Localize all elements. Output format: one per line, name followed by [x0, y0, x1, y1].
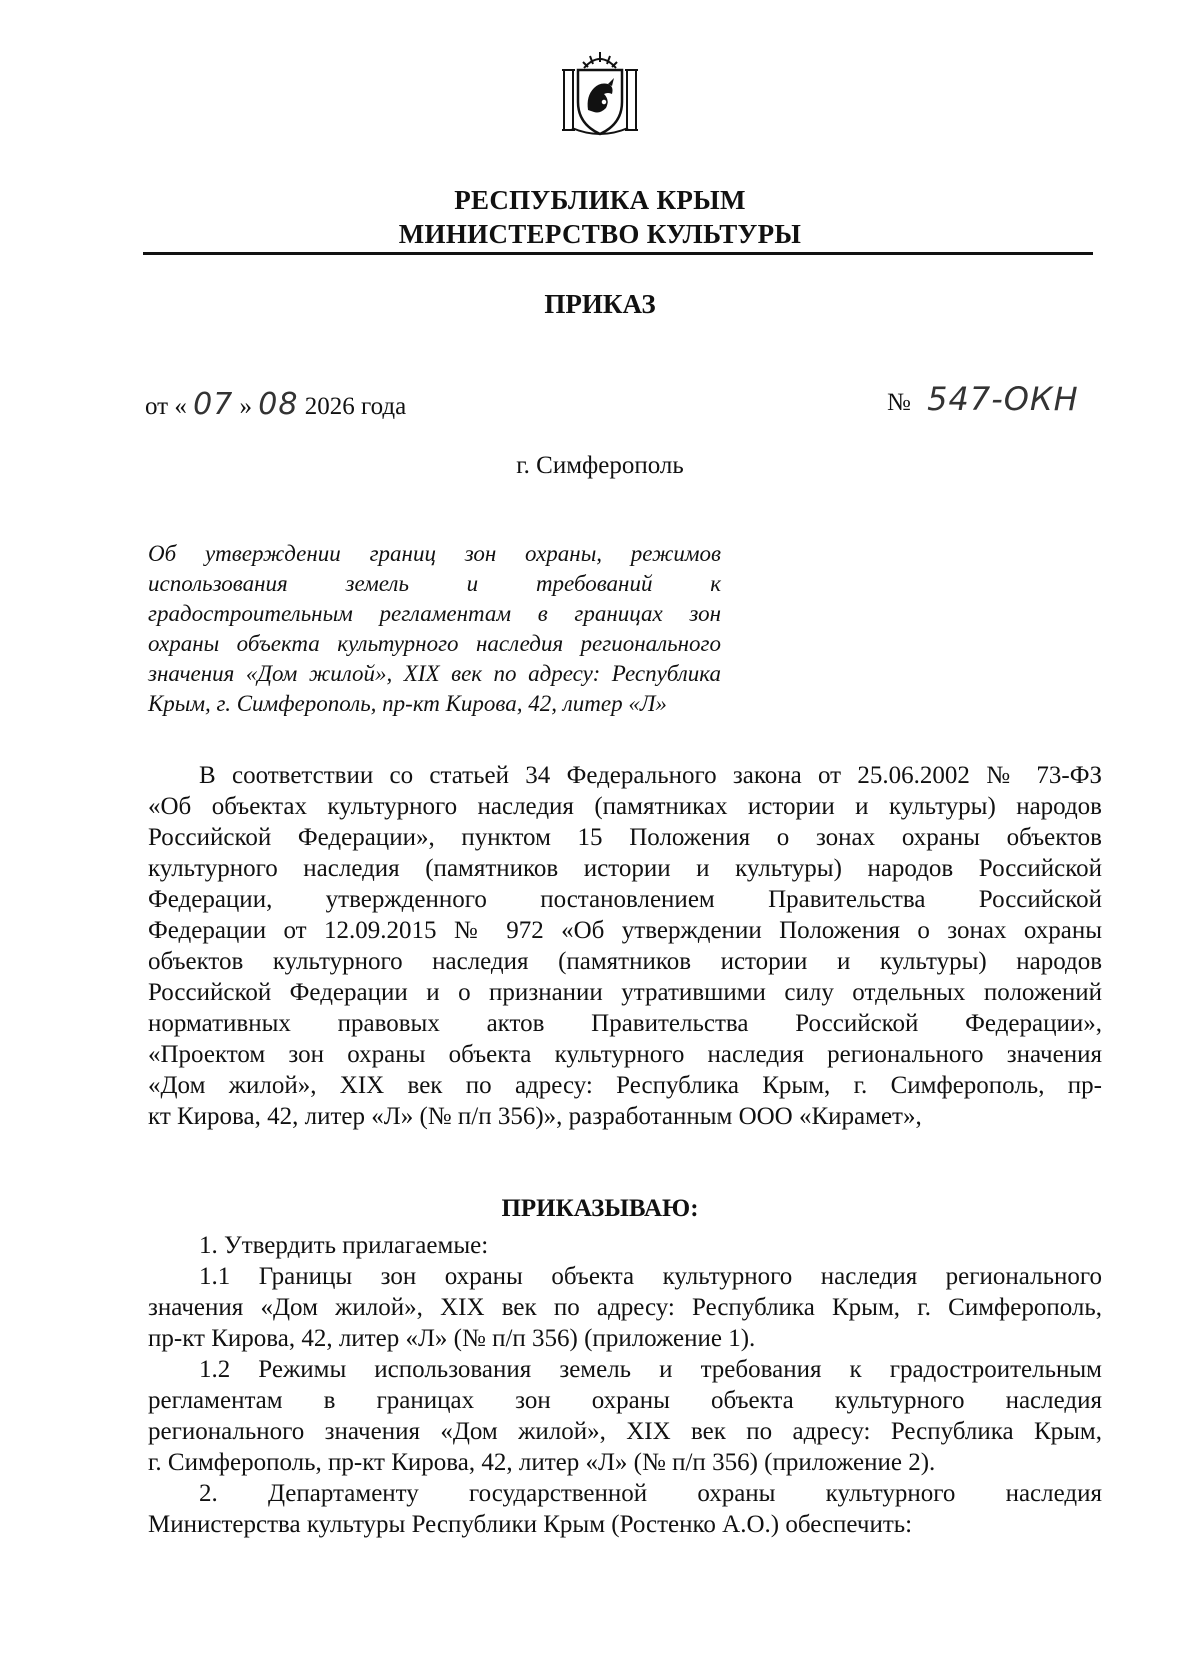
preamble-line: Российской Федерации и о признании утратившими силу отдельных положений	[148, 979, 1102, 1006]
preamble-line: «Проектом зон охраны объекта культурного наследия регионального значения	[148, 1041, 1102, 1068]
date-day: 07	[193, 387, 234, 422]
org-name-line-1: РЕСПУБЛИКА КРЫМ	[454, 185, 746, 215]
preamble-line: «Об объектах культурного наследия (памятниках истории и культуры) народов	[148, 793, 1102, 820]
item-line: 1.1 Границы зон охраны объекта культурного наследия регионального	[199, 1263, 1102, 1290]
subject-line: использования земель и требований к	[148, 571, 721, 596]
date-mid: »	[239, 393, 253, 420]
subject-line: значения «Дом жилой», XIX век по адресу: Республика	[148, 661, 721, 686]
preamble-line: Российской Федерации», пунктом 15 Положения о зонах охраны объектов	[148, 824, 1102, 851]
preamble-line: Федерации, утвержденного постановлением Правительства Российской	[148, 886, 1102, 913]
item-line: Министерства культуры Республики Крым (Ростенко А.О.) обеспечить:	[148, 1511, 913, 1538]
subject-line: Крым, г. Симферополь, пр-кт Кирова, 42, литер «Л»	[148, 691, 667, 716]
crimea-coat-of-arms-icon	[554, 48, 646, 140]
document-number	[887, 380, 1079, 418]
number-value: 547-ОКН	[927, 380, 1079, 418]
item-line: регионального значения «Дом жилой», XIX век по адресу: Республика Крым,	[148, 1418, 1102, 1445]
date-month: 08	[258, 387, 299, 422]
item-line: 1. Утвердить прилагаемые:	[199, 1232, 489, 1259]
document-city: г. Симферополь	[516, 452, 684, 479]
order-items	[148, 1230, 1102, 1540]
number-label: №	[887, 389, 911, 416]
preamble-line: Федерации от 12.09.2015 № 972 «Об утверждении Положения о зонах охраны	[148, 917, 1102, 944]
document-subject	[148, 539, 721, 719]
preamble-line: «Дом жилой», XIX век по адресу: Республика Крым, г. Симферополь, пр-	[148, 1072, 1102, 1099]
date-prefix: от «	[145, 393, 187, 420]
item-line: регламентам в границах зон охраны объекта культурного наследия	[148, 1387, 1102, 1414]
item-line: значения «Дом жилой», XIX век по адресу: Республика Крым, г. Симферополь,	[148, 1294, 1102, 1321]
preamble-line: В соответствии со статьей 34 Федерального закона от 25.06.2002 № 73-ФЗ	[199, 762, 1102, 789]
item-line: г. Симферополь, пр-кт Кирова, 42, литер «Л» (№ п/п 356) (приложение 2).	[148, 1449, 936, 1476]
org-name-line-2: МИНИСТЕРСТВО КУЛЬТУРЫ	[398, 219, 802, 249]
item-line: 1.2 Режимы использования земель и требования к градостроительным	[199, 1356, 1102, 1383]
subject-line: охраны объекта культурного наследия регионального	[148, 631, 721, 656]
subject-line: Об утверждении границ зон охраны, режимов	[148, 541, 721, 566]
header-divider	[143, 252, 1093, 255]
preamble-paragraph	[148, 760, 1102, 1132]
document-date	[145, 387, 406, 422]
preamble-line: кт Кирова, 42, литер «Л» (№ п/п 356)», разработанным ООО «Кирамет»,	[148, 1103, 922, 1130]
item-line: 2. Департаменту государственной охраны культурного наследия	[199, 1480, 1102, 1507]
document-type: ПРИКАЗ	[544, 289, 656, 319]
preamble-line: нормативных правовых актов Правительства Российской Федерации»,	[148, 1010, 1102, 1037]
preamble-line: культурного наследия (памятников истории и культуры) народов Российской	[148, 855, 1102, 882]
date-suffix: 2026 года	[304, 393, 407, 420]
item-line: пр-кт Кирова, 42, литер «Л» (№ п/п 356) (приложение 1).	[148, 1325, 756, 1352]
subject-line: градостроительным регламентам в границах зон	[148, 601, 721, 626]
order-directive-heading: ПРИКАЗЫВАЮ:	[501, 1195, 699, 1222]
preamble-line: объектов культурного наследия (памятников истории и культуры) народов	[148, 948, 1102, 975]
